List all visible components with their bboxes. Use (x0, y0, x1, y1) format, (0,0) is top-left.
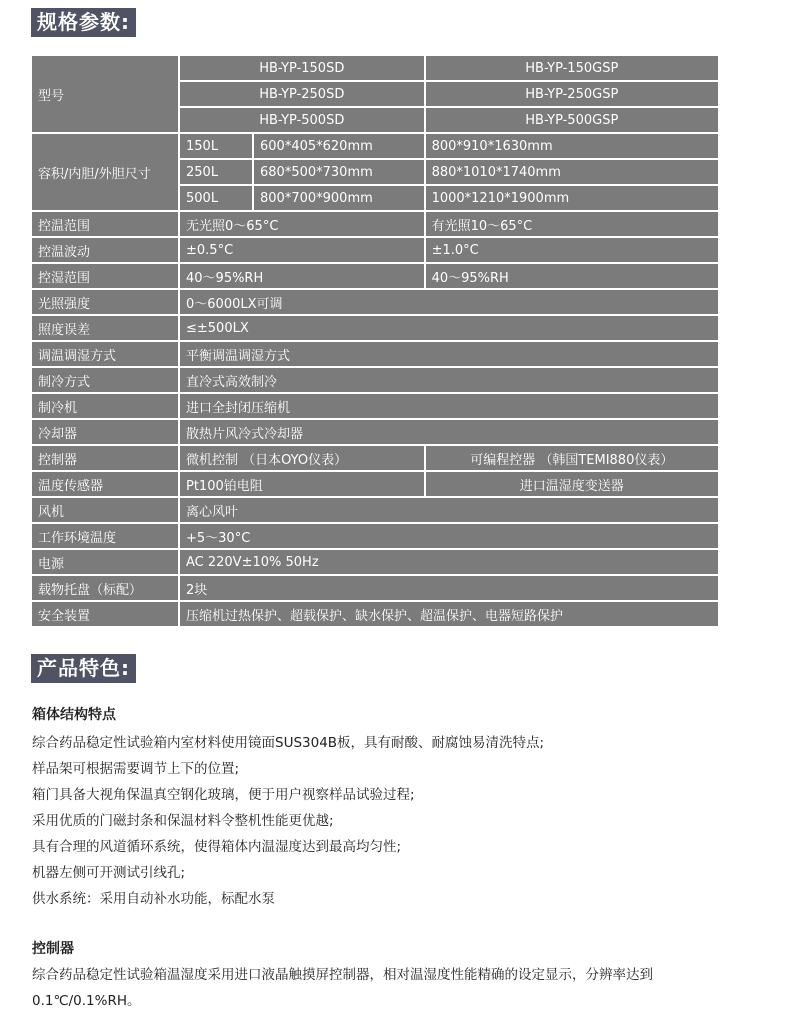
value-cell: 散热片风冷式冷却器 (180, 420, 718, 444)
feature-line: 箱门具备大视角保温真空钢化玻璃，便于用户视察样品试验过程; (32, 787, 415, 803)
table-row (32, 134, 718, 158)
volume-cell: 150L (180, 134, 252, 158)
table-row (32, 602, 718, 626)
row-label: 光照强度 (32, 290, 178, 314)
controller-heading: 控制器 (32, 941, 74, 957)
table-row (32, 446, 718, 470)
feature-line: 综合药品稳定性试验箱内室材料使用镜面SUS304B板，具有耐酸、耐腐蚀易清洗特点; (32, 735, 545, 751)
spec-table (30, 54, 720, 628)
dimension-label: 容积/内胆/外胆尺寸 (32, 134, 178, 210)
row-label: 制冷机 (32, 394, 178, 418)
volume-cell: 500L (180, 186, 252, 210)
row-label: 风机 (32, 498, 178, 522)
model-cell: HB-YP-150SD (180, 56, 424, 80)
table-row (32, 316, 718, 340)
value-cell: +5～30°C (180, 524, 718, 548)
value-cell: 进口温湿度变送器 (426, 472, 718, 496)
value-cell: 进口全封闭压缩机 (180, 394, 718, 418)
model-cell: HB-YP-500SD (180, 108, 424, 132)
table-row (32, 576, 718, 600)
structure-heading: 箱体结构特点 (32, 707, 116, 723)
row-label: 控湿范围 (32, 264, 178, 288)
value-cell: 2块 (180, 576, 718, 600)
value-cell: 直冷式高效制冷 (180, 368, 718, 392)
inner-dim-cell: 680*500*730mm (254, 160, 424, 184)
table-row (32, 420, 718, 444)
feature-line: 0.1℃/0.1%RH。 (32, 993, 141, 1009)
feature-line: 采用优质的门磁封条和保温材料令整机性能更优越; (32, 813, 334, 829)
model-cell: HB-YP-250SD (180, 82, 424, 106)
value-cell: 离心风叶 (180, 498, 718, 522)
row-label: 控温波动 (32, 238, 178, 262)
table-row (32, 290, 718, 314)
outer-dim-cell: 880*1010*1740mm (426, 160, 718, 184)
outer-dim-cell: 1000*1210*1900mm (426, 186, 718, 210)
feature-line: 机器左侧可开测试引线孔; (32, 865, 186, 881)
spec-section-title: 规格参数: (31, 8, 136, 37)
feature-line: 综合药品稳定性试验箱温湿度采用进口液晶触摸屏控制器，相对温湿度性能精确的设定显示，分辨率达到 (32, 967, 653, 983)
controller-features (32, 938, 653, 1014)
value-cell: 微机控制 （日本OYO仪表） (180, 446, 424, 470)
model-label: 型号 (32, 56, 178, 132)
value-cell: 有光照10～65°C (426, 212, 718, 236)
value-cell: 0～6000LX可调 (180, 290, 718, 314)
value-cell: Pt100铂电阻 (180, 472, 424, 496)
row-label: 工作环境温度 (32, 524, 178, 548)
value-cell: 无光照0～65°C (180, 212, 424, 236)
feature-line: 供水系统：采用自动补水功能，标配水泵 (32, 891, 275, 907)
row-label: 温度传感器 (32, 472, 178, 496)
table-row (32, 498, 718, 522)
value-cell: 平衡调温调湿方式 (180, 342, 718, 366)
value-cell: ±0.5°C (180, 238, 424, 262)
outer-dim-cell: 800*910*1630mm (426, 134, 718, 158)
row-label: 调温调湿方式 (32, 342, 178, 366)
value-cell: AC 220V±10% 50Hz (180, 550, 718, 574)
feature-section-title: 产品特色: (31, 654, 136, 683)
row-label: 照度误差 (32, 316, 178, 340)
value-cell: 压缩机过热保护、超载保护、缺水保护、超温保护、电器短路保护 (180, 602, 718, 626)
table-row (32, 56, 718, 80)
row-label: 冷却器 (32, 420, 178, 444)
table-row (32, 342, 718, 366)
value-cell: ±1.0°C (426, 238, 718, 262)
table-row (32, 550, 718, 574)
value-cell: ≤±500LX (180, 316, 718, 340)
value-cell: 40～95%RH (180, 264, 424, 288)
row-label: 制冷方式 (32, 368, 178, 392)
inner-dim-cell: 600*405*620mm (254, 134, 424, 158)
model-cell: HB-YP-500GSP (426, 108, 718, 132)
feature-line: 具有合理的风道循环系统，使得箱体内温湿度达到最高均匀性; (32, 839, 402, 855)
table-row (32, 238, 718, 262)
row-label: 安全装置 (32, 602, 178, 626)
table-row (32, 472, 718, 496)
table-row (32, 212, 718, 236)
value-cell: 40～95%RH (426, 264, 718, 288)
row-label: 电源 (32, 550, 178, 574)
row-label: 控制器 (32, 446, 178, 470)
table-row (32, 264, 718, 288)
feature-line: 样品架可根据需要调节上下的位置; (32, 761, 240, 777)
structure-features (32, 704, 544, 912)
model-cell: HB-YP-250GSP (426, 82, 718, 106)
model-cell: HB-YP-150GSP (426, 56, 718, 80)
value-cell: 可编程控器 （韩国TEMI880仪表） (426, 446, 718, 470)
volume-cell: 250L (180, 160, 252, 184)
row-label: 控温范围 (32, 212, 178, 236)
table-row (32, 524, 718, 548)
inner-dim-cell: 800*700*900mm (254, 186, 424, 210)
row-label: 载物托盘（标配） (32, 576, 178, 600)
table-row (32, 368, 718, 392)
table-row (32, 394, 718, 418)
